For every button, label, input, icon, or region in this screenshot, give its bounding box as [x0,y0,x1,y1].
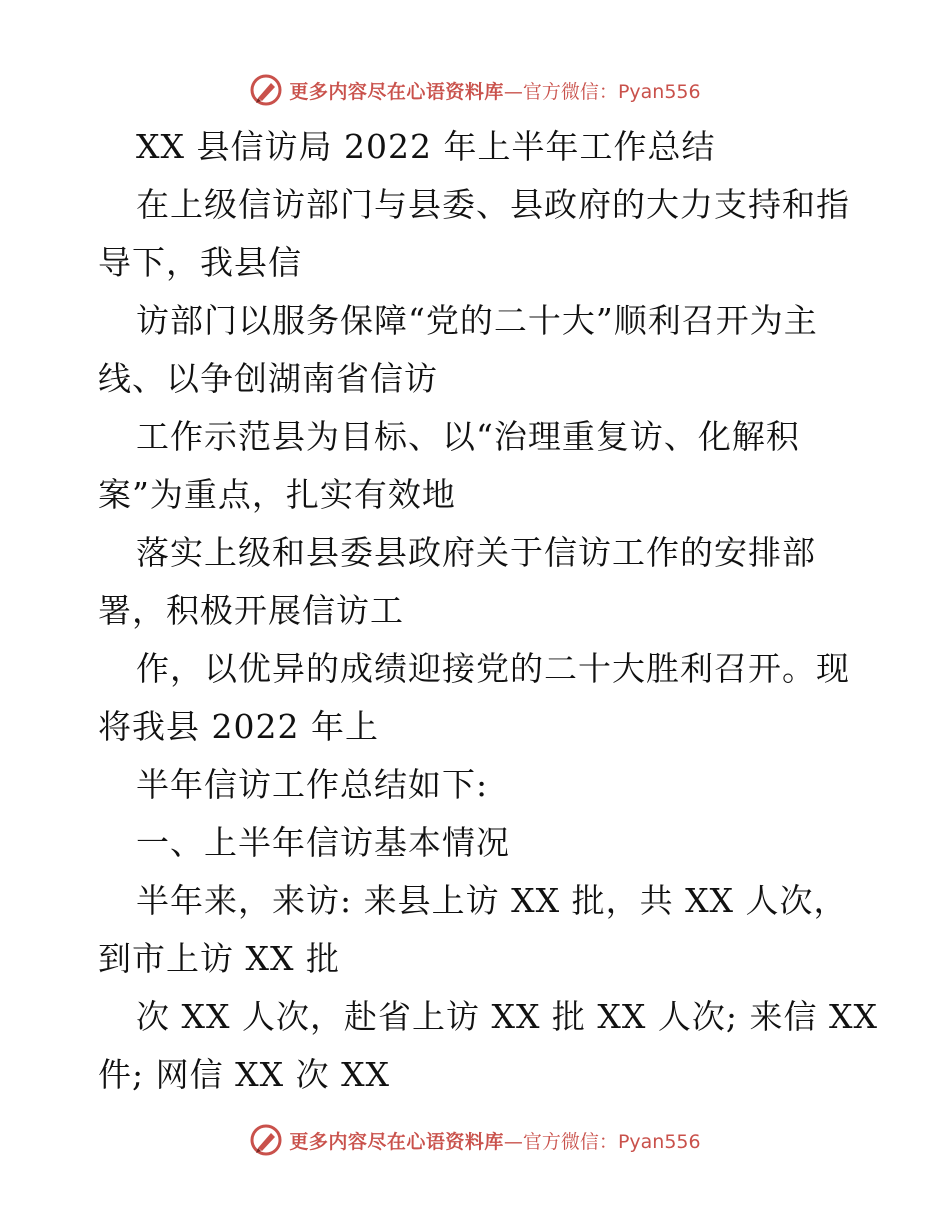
document-title: XX 县信访局 2022 年上半年工作总结 [136,127,716,166]
paragraph-line: 将我县 2022 年上 [98,707,379,746]
watermark-dash: — [503,1130,523,1153]
paragraph-line: 在上级信访部门与县委、县政府的大力支持和指 [136,185,850,224]
watermark-library-name: 更多内容尽在心语资料库 [289,1130,504,1153]
watermark-wechat-label: 官方微信： [522,1130,618,1153]
watermark-wechat-id: Pyan556 [617,1130,701,1153]
watermark-wechat-id: Pyan556 [617,80,701,103]
watermark-text [289,1127,700,1154]
paragraph-line: 次 XX 人次，赴省上访 XX 批 XX 人次; 来信 XX [136,997,878,1036]
watermark-text [289,77,700,104]
paragraph-line: 线、以争创湖南省信访 [98,359,438,398]
watermark-banner-bottom [0,1120,950,1160]
watermark-library-name: 更多内容尽在心语资料库 [289,80,504,103]
watermark-banner-top [0,70,950,110]
paragraph-line: 作，以优异的成绩迎接党的二十大胜利召开。现 [136,649,850,688]
watermark-wechat-label: 官方微信： [522,80,618,103]
paragraph-line: 落实上级和县委县政府关于信访工作的安排部 [136,533,816,572]
paragraph-line: 半年来，来访: 来县上访 XX 批，共 XX 人次， [136,881,848,920]
paragraph-line: 案”为重点，扎实有效地 [98,475,456,514]
pen-logo-icon [249,73,283,107]
paragraph-line: 件; 网信 XX 次 XX [98,1055,391,1094]
paragraph-line: 到市上访 XX 批 [98,939,340,978]
watermark-content [249,1123,700,1157]
pen-logo-icon [249,1123,283,1157]
paragraph-line: 半年信访工作总结如下: [136,765,489,804]
paragraph-line: 工作示范县为目标、以“治理重复访、化解积 [136,417,800,456]
paragraph-line: 导下，我县信 [98,243,302,282]
section-heading: 一、上半年信访基本情况 [136,823,510,862]
watermark-content [249,73,700,107]
paragraph-line: 访部门以服务保障“党的二十大”顺利召开为主 [136,301,818,340]
paragraph-line: 署，积极开展信访工 [98,591,404,630]
watermark-dash: — [503,80,523,103]
